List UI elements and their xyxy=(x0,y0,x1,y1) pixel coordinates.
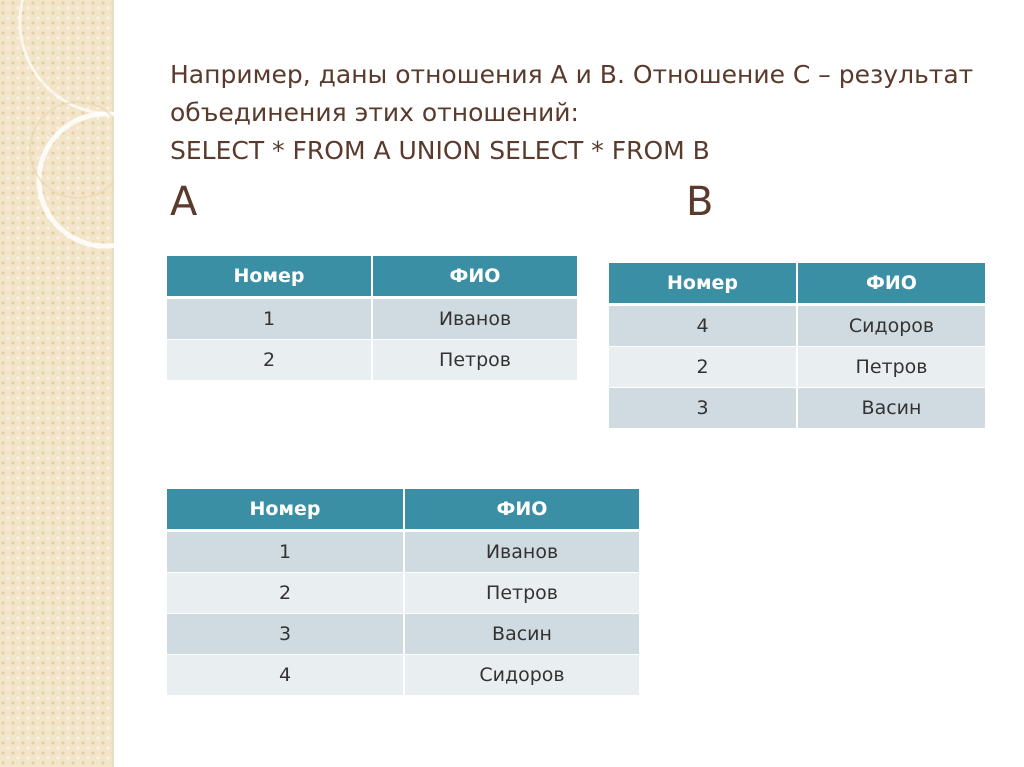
table-row xyxy=(609,388,985,429)
title-line-1: Например, даны отношения А и В. Отношение С – результат xyxy=(170,60,974,89)
cell-number: 3 xyxy=(609,388,797,429)
relation-label-a: A xyxy=(170,179,198,225)
cell-number: 1 xyxy=(167,531,404,573)
title-line-3-sql: SELECT * FROM A UNION SELECT * FROM B xyxy=(170,136,710,165)
table-header-row xyxy=(167,256,577,298)
cell-name: Иванов xyxy=(372,298,577,340)
title-line-2: объединения этих отношений: xyxy=(170,98,579,127)
table-row xyxy=(167,573,639,614)
slide-title xyxy=(170,56,990,170)
cell-name: Петров xyxy=(372,340,577,381)
table-row xyxy=(167,298,577,340)
table-row xyxy=(167,531,639,573)
table-row xyxy=(609,347,985,388)
cell-name: Сидоров xyxy=(797,305,985,347)
column-header-name: ФИО xyxy=(372,256,577,298)
column-header-number: Номер xyxy=(167,489,404,531)
table-a xyxy=(167,256,577,381)
column-header-name: ФИО xyxy=(404,489,639,531)
table-b xyxy=(609,263,985,429)
cell-number: 1 xyxy=(167,298,372,340)
cell-number: 2 xyxy=(167,573,404,614)
table-header-row xyxy=(609,263,985,305)
cell-number: 4 xyxy=(609,305,797,347)
relation-label-b: B xyxy=(686,179,714,225)
column-header-number: Номер xyxy=(609,263,797,305)
cell-number: 2 xyxy=(609,347,797,388)
table-row xyxy=(167,340,577,381)
table-row xyxy=(167,614,639,655)
cell-number: 3 xyxy=(167,614,404,655)
column-header-name: ФИО xyxy=(797,263,985,305)
cell-name: Васин xyxy=(404,614,639,655)
cell-number: 4 xyxy=(167,655,404,696)
table-row xyxy=(167,655,639,696)
decorative-circles xyxy=(0,0,114,767)
cell-number: 2 xyxy=(167,340,372,381)
cell-name: Петров xyxy=(404,573,639,614)
cell-name: Петров xyxy=(797,347,985,388)
table-c-union-result xyxy=(167,489,639,696)
table-row xyxy=(609,305,985,347)
table-header-row xyxy=(167,489,639,531)
cell-name: Иванов xyxy=(404,531,639,573)
column-header-number: Номер xyxy=(167,256,372,298)
cell-name: Васин xyxy=(797,388,985,429)
cell-name: Сидоров xyxy=(404,655,639,696)
